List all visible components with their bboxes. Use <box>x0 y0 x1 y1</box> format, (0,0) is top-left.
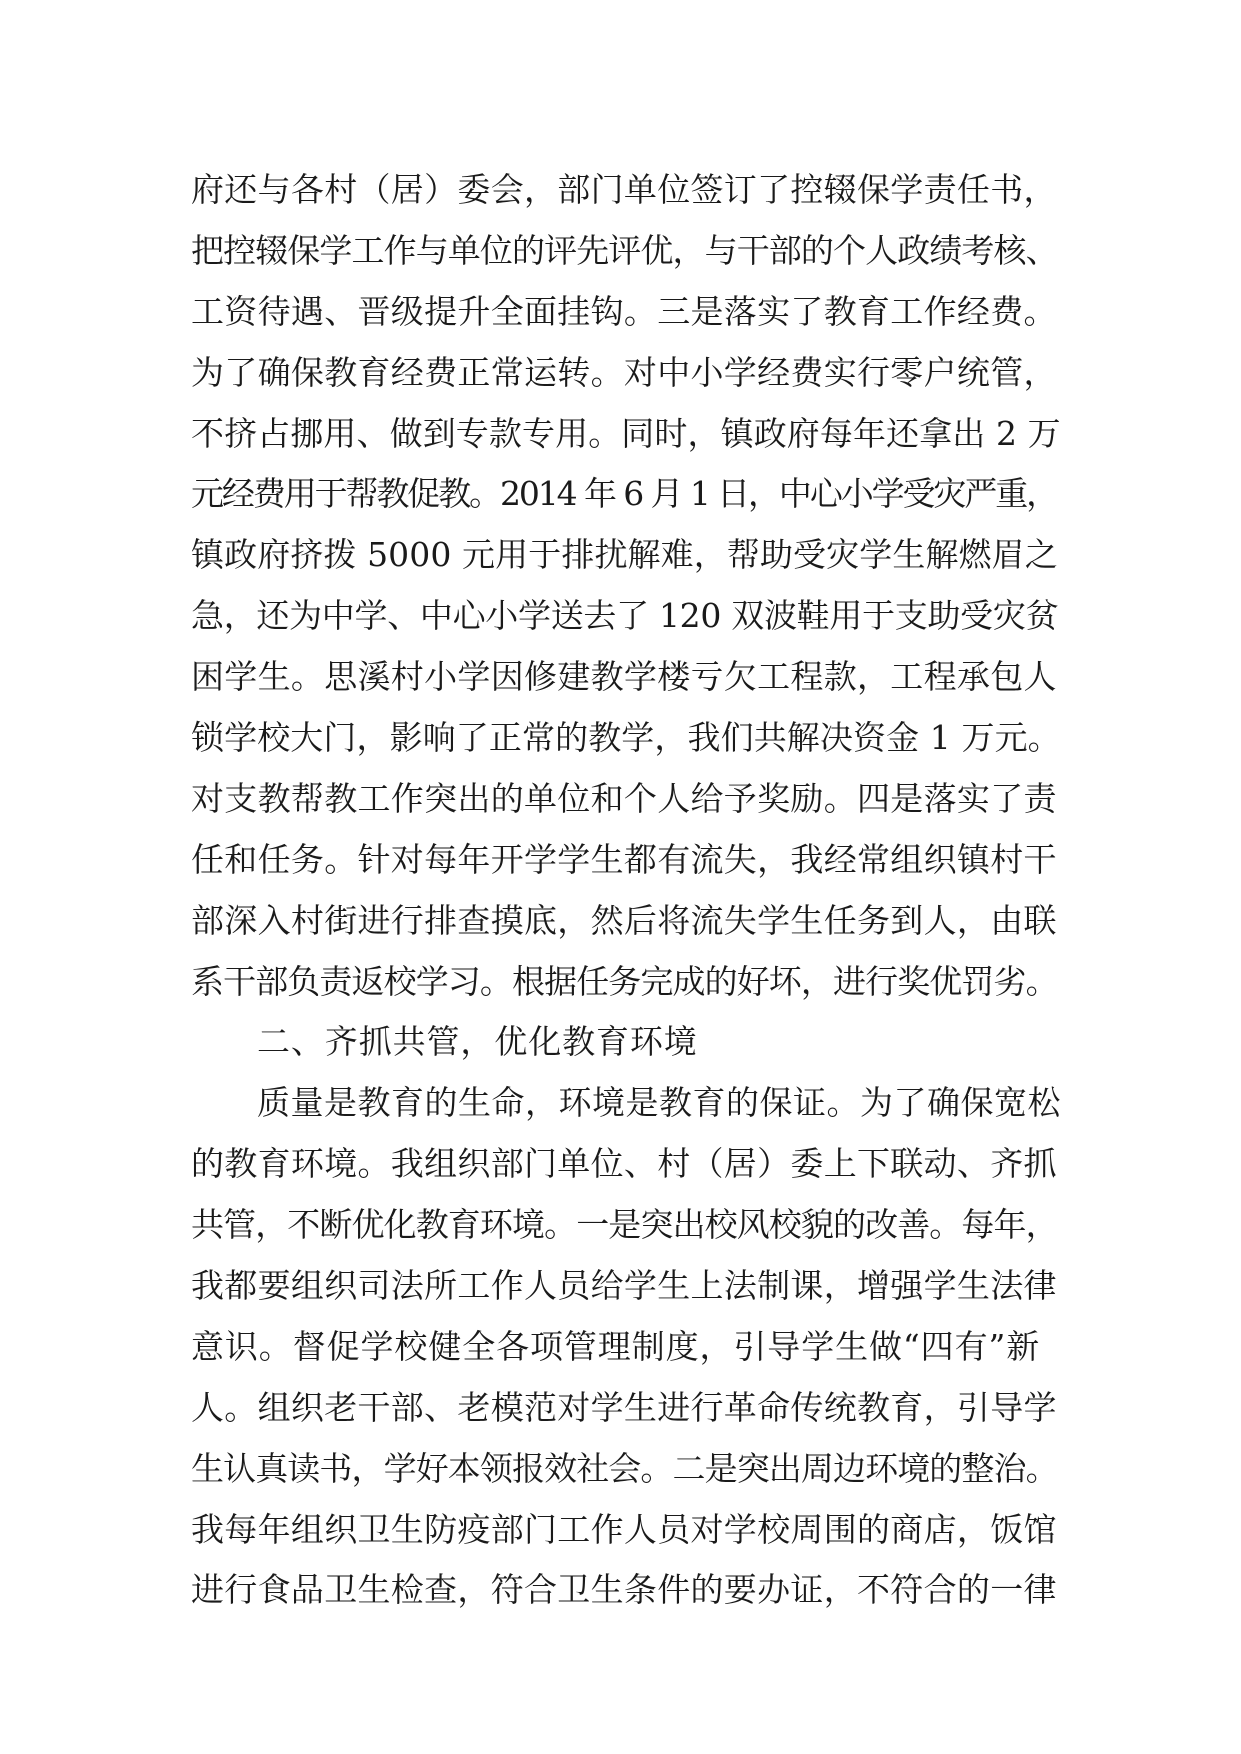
text-line: 为了确保教育经费正常运转。对中小学经费实行零户统管， <box>191 352 1057 392</box>
text-line: 共管，不断优化教育环境。一是突出校风校貌的改善。每年， <box>191 1205 1058 1245</box>
text-line: 工资待遇、晋级提升全面挂钩。三是落实了教育工作经费。 <box>191 291 1057 331</box>
text-line: 我每年组织卫生防疫部门工作人员对学校周围的商店，饭馆 <box>191 1509 1057 1549</box>
text-line: 元经费用于帮教促教。2014 年 6 月 1 日，中心小学受灾严重， <box>191 474 1058 514</box>
text-line: 进行食品卫生检查，符合卫生条件的要办证，不符合的一律 <box>191 1570 1057 1610</box>
text-line: 锁学校大门，影响了正常的教学，我们共解决资金 1 万元。 <box>191 718 1061 758</box>
text-line: 生认真读书，学好本领报效社会。二是突出周边环境的整治。 <box>191 1448 1058 1488</box>
text-line: 人。组织老干部、老模范对学生进行革命传统教育，引导学 <box>191 1387 1057 1427</box>
text-line: 困学生。思溪村小学因修建教学楼亏欠工程款，工程承包人 <box>191 657 1057 697</box>
text-line: 府还与各村（居）委会，部门单位签订了控辍保学责任书， <box>191 170 1057 209</box>
section-heading: 二、齐抓共管，优化教育环境 <box>257 1022 698 1062</box>
text-line: 任和任务。针对每年开学学生都有流失，我经常组织镇村干 <box>191 839 1057 879</box>
text-line: 的教育环境。我组织部门单位、村（居）委上下联动、齐抓 <box>191 1144 1057 1184</box>
text-line: 质量是教育的生命，环境是教育的保证。为了确保宽松 <box>257 1083 1061 1123</box>
body-text <box>191 160 1061 1621</box>
text-line: 急，还为中学、中心小学送去了 120 双波鞋用于支助受灾贫 <box>191 596 1059 636</box>
text-line: 对支教帮教工作突出的单位和个人给予奖励。四是落实了责 <box>191 778 1057 818</box>
text-line: 我都要组织司法所工作人员给学生上法制课，增强学生法律 <box>191 1266 1057 1306</box>
text-line: 系干部负责返校学习。根据任务完成的好坏，进行奖优罚劣。 <box>191 961 1058 1001</box>
text-line: 意识。督促学校健全各项管理制度，引导学生做“四有”新 <box>191 1326 1041 1366</box>
text-line: 部深入村街进行排查摸底，然后将流失学生任务到人，由联 <box>191 900 1057 940</box>
text-line: 镇政府挤拨 5000 元用于排扰解难，帮助受灾学生解燃眉之 <box>191 535 1058 575</box>
text-line: 把控辍保学工作与单位的评先评优，与干部的个人政绩考核、 <box>191 230 1058 270</box>
text-line: 不挤占挪用、做到专款专用。同时，镇政府每年还拿出 2 万 <box>191 413 1061 453</box>
